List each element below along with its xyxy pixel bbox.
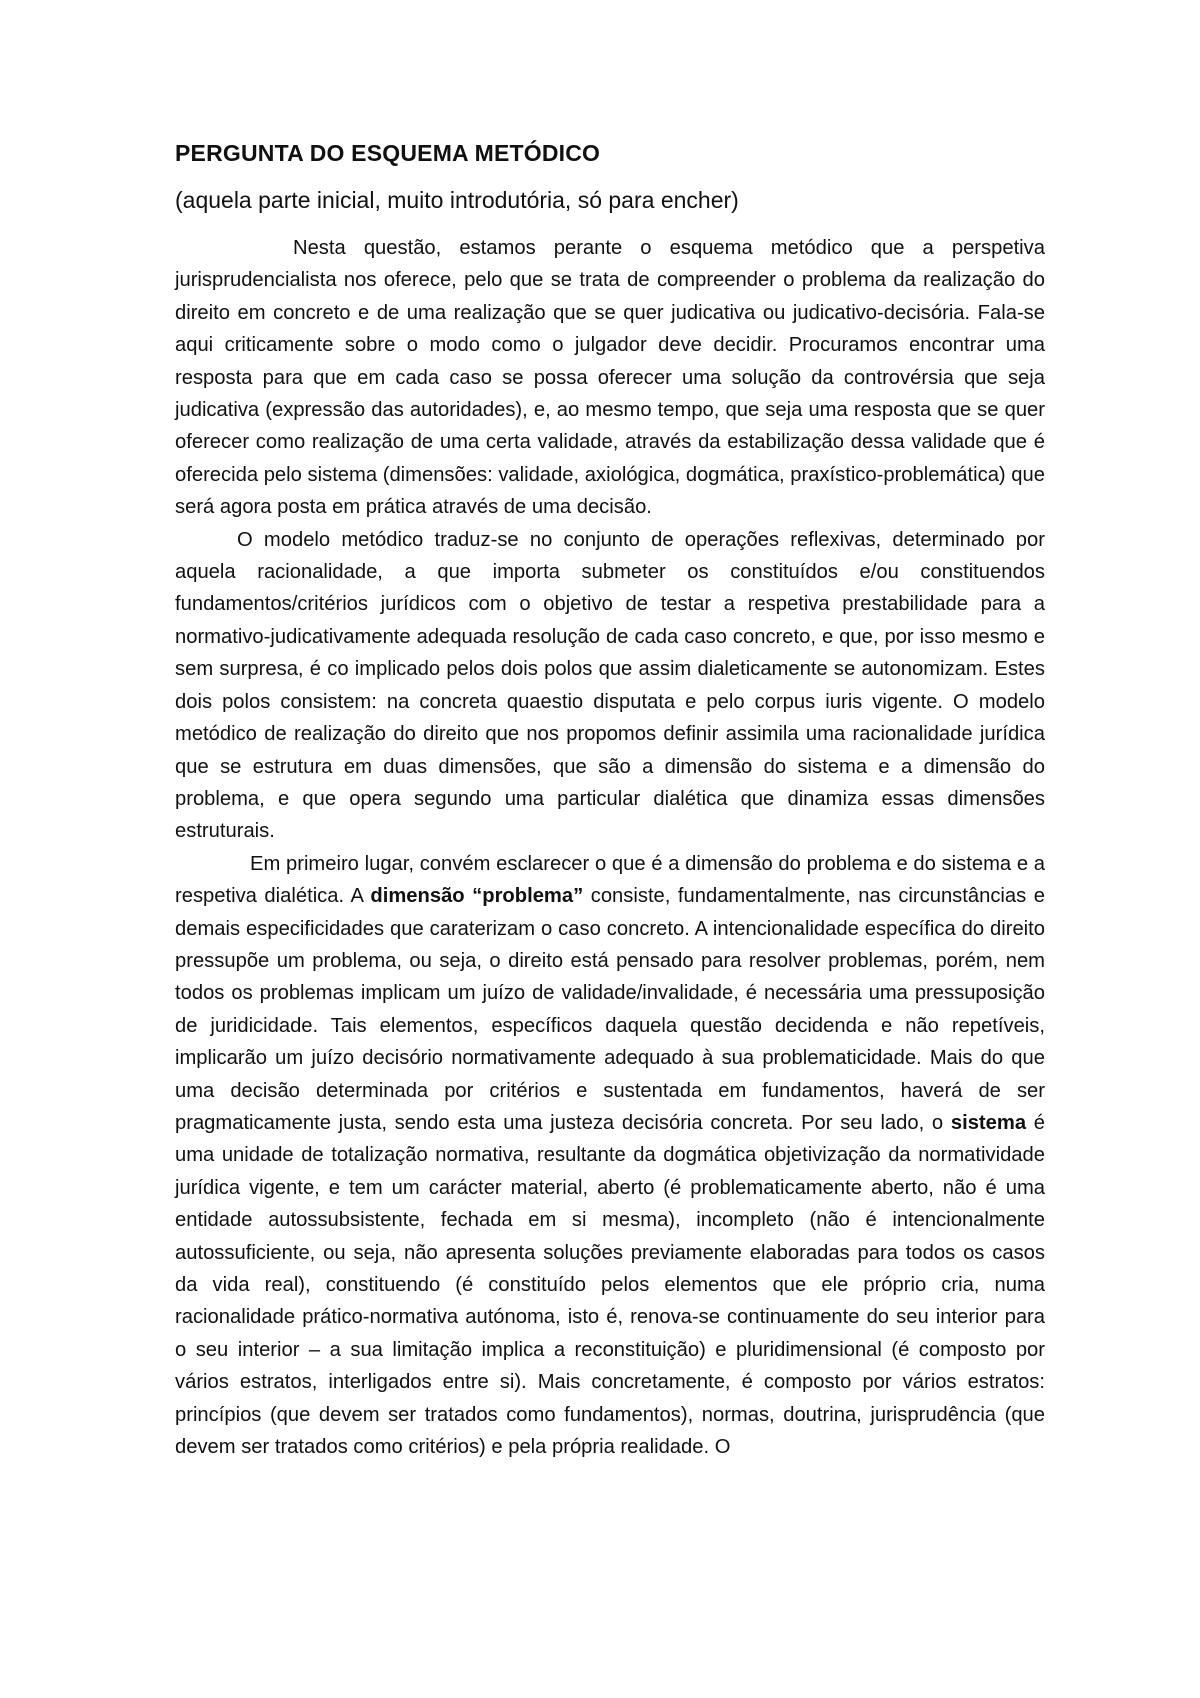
- paragraph-1: Nesta questão, estamos perante o esquema metódico que a perspetiva jurisprudencialista nos oferece, pelo que se trata de compreender o problema da realização do direito em concreto e de uma realização que se quer judicativa ou judicativo-decisória. Fala-se aqui criticamente sobre o modo como o julgador deve decidir. Procuramos encontrar uma resposta para que em cada caso se possa oferecer uma solução da controvérsia que seja judicativa (expressão das autoridades), e, ao mesmo tempo, que seja uma resposta que se quer oferecer como realização de uma certa validade, através da estabilização dessa validade que é oferecida pelo sistema (dimensões: validade, axiológica, dogmática, praxístico-problemática) que será agora posta em prática através de uma decisão.: [175, 237, 1045, 519]
- paragraph-3-text-1: Em primeiro lugar, convém esclarecer o que é a dimensão do problema e do sistema e a respetiva dialética. A: [175, 852, 1045, 908]
- document-title: PERGUNTA DO ESQUEMA METÓDICO: [175, 140, 601, 166]
- bold-term-problema: dimensão “problema”: [370, 885, 584, 908]
- bold-term-sistema: sistema: [950, 1111, 1027, 1134]
- document-page: [175, 140, 1045, 1463]
- paragraph-2: O modelo metódico traduz-se no conjunto de operações reflexivas, determinado por aquela racionalidade, a que importa submeter os constituídos e/ou constituendos fundamentos/critérios jurídicos com o objetivo de testar a respetiva prestabilidade para a normativo-judicativamente adequada resolução de cada caso concreto, e que, por isso mesmo e sem surpresa, é co implicado pelos dois polos que assim dialeticamente se autonomizam. Estes dois polos consistem: na concreta quaestio disputata e pelo corpus iuris vigente. O modelo metódico de realização do direito que nos propomos definir assimila uma racionalidade jurídica que se estrutura em duas dimensões, que são a dimensão do sistema e a dimensão do problema, e que opera segundo uma particular dialética que dinamiza essas dimensões estruturais.: [175, 528, 1045, 843]
- document-subtitle: (aquela parte inicial, muito introdutória, só para encher): [175, 187, 739, 213]
- paragraph-3: [175, 848, 1045, 1464]
- paragraph-3-text-3: é uma unidade de totalização normativa, resultante da dogmática objetivização da normatividade jurídica vigente, e tem um carácter material, aberto (é problematicamente aberto, não é uma entidade autossubsistente, fechada em si mesma), incompleto (não é intencionalmente autossuficiente, ou seja, não apresenta soluções previamente elaboradas para todos os casos da vida real), constituendo (é constituído pelos elementos que ele próprio cria, numa racionalidade prático-normativa autónoma, isto é, renova-se continuamente do seu interior para o seu interior – a sua limitação implica a reconstituição) e pluridimensional (é composto por vários estratos, interligados entre si). Mais concretamente, é composto por vários estratos: princípios (que devem ser tratados como fundamentos), normas, doutrina, jurisprudência (que devem ser tratados como critérios) e pela própria realidade. O: [175, 1111, 1045, 1459]
- paragraph-3-text-2: consiste, fundamentalmente, nas circunstâncias e demais especificidades que caraterizam o caso concreto. A intencionalidade específica do direito pressupõe um problema, ou seja, o direito está pensado para resolver problemas, porém, nem todos os problemas implicam um juízo de validade/invalidade, é necessária uma pressuposição de juridicidade. Tais elementos, específicos daquela questão decidenda e não repetíveis, implicarão um juízo decisório normativamente adequado à sua problematicidade. Mais do que uma decisão determinada por critérios e sustentada em fundamentos, haverá de ser pragmaticamente justa, sendo esta uma justeza decisória concreta. Por seu lado, o: [175, 885, 1045, 1134]
